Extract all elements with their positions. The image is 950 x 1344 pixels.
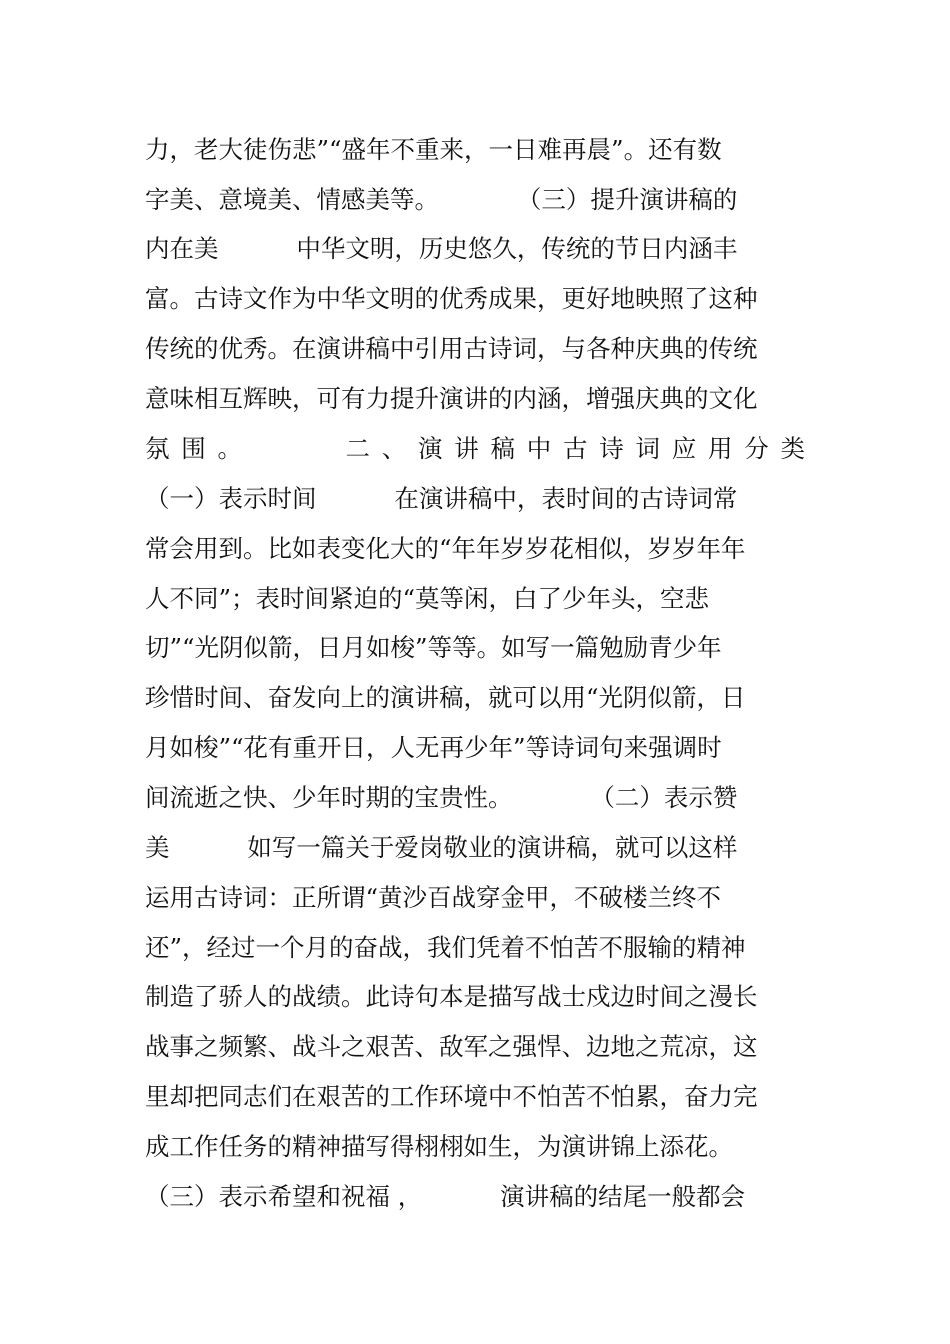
text-line-15: 美 如写一篇关于爱岗敬业的演讲稿，就可以这样 (145, 833, 738, 862)
text-line-6: 意味相互辉映，可有力提升演讲的内涵，增强庆典的文化 (145, 384, 758, 413)
text-line-13: 月如梭”“花有重开日，人无再少年”等诗词句来强调时 (145, 733, 722, 762)
glyph: 围 (181, 434, 206, 463)
text-line-7 (145, 429, 805, 469)
text-line-10: 人不同”；表时间紧迫的“莫等闲，白了少年头，空悲 (145, 584, 710, 613)
text-line-12: 珍惜时间、奋发向上的演讲稿，就可以用“光阴似箭，日 (145, 683, 746, 712)
text-line-20: 里却把同志们在艰苦的工作环境中不怕苦不怕累，奋力完 (145, 1082, 758, 1111)
glyph: 用 (708, 434, 733, 463)
text-line-21: 成工作任务的精神描写得栩栩如生，为演讲锦上添花。 (145, 1132, 733, 1161)
text-line-14: 间流逝之快、少年时期的宝贵性。 （二）表示赞 (145, 783, 738, 812)
glyph (254, 429, 334, 469)
glyph: 中 (526, 434, 552, 463)
text-line-2: 字美、意境美、情感美等。 （三）提升演讲稿的 (145, 185, 738, 214)
text-line-17: 还”，经过一个月的奋战，我们凭着不怕苦不服输的精神 (145, 933, 746, 962)
glyph: 应 (671, 434, 697, 463)
glyph: 古 (563, 434, 588, 463)
glyph: 诗 (599, 434, 624, 463)
glyph: 分 (744, 434, 769, 463)
text-line-9: 常会用到。比如表变化大的“年年岁岁花相似，岁岁年年 (145, 534, 746, 563)
text-line-22: （三）表示希望和祝福 ， 演讲稿的结尾一般都会 (145, 1182, 746, 1211)
glyph: 二 (345, 434, 370, 463)
glyph: 演 (418, 434, 443, 463)
glyph: 类 (780, 434, 805, 463)
text-line-16: 运用古诗词：正所谓“黄沙百战穿金甲，不破楼兰终不 (145, 883, 722, 912)
text-line-1: 力，老大徒伤悲”“盛年不重来，一日难再晨”。还有数 (145, 135, 722, 164)
glyph: 。 (217, 434, 242, 463)
glyph: 氛 (145, 434, 170, 463)
glyph: 稿 (490, 434, 515, 463)
glyph: 讲 (454, 434, 479, 463)
text-line-11: 切”“光阴似箭，日月如梭”等等。如写一篇勉励青少年 (145, 633, 722, 662)
text-line-19: 战事之频繁、战斗之艰苦、敌军之强悍、边地之荒凉，这 (145, 1032, 758, 1061)
text-line-3: 内在美 中华文明，历史悠久，传统的节日内涵丰 (145, 234, 738, 263)
text-line-18: 制造了骄人的战绩。此诗句本是描写战士戍边时间之漫长 (145, 982, 758, 1011)
text-line-5: 传统的优秀。在演讲稿中引用古诗词，与各种庆典的传统 (145, 334, 758, 363)
text-line-4: 富。古诗文作为中华文明的优秀成果，更好地映照了这种 (145, 284, 758, 313)
glyph: 词 (635, 434, 660, 463)
glyph: 、 (381, 434, 407, 463)
text-line-8: （一）表示时间 在演讲稿中，表时间的古诗词常 (145, 484, 738, 513)
